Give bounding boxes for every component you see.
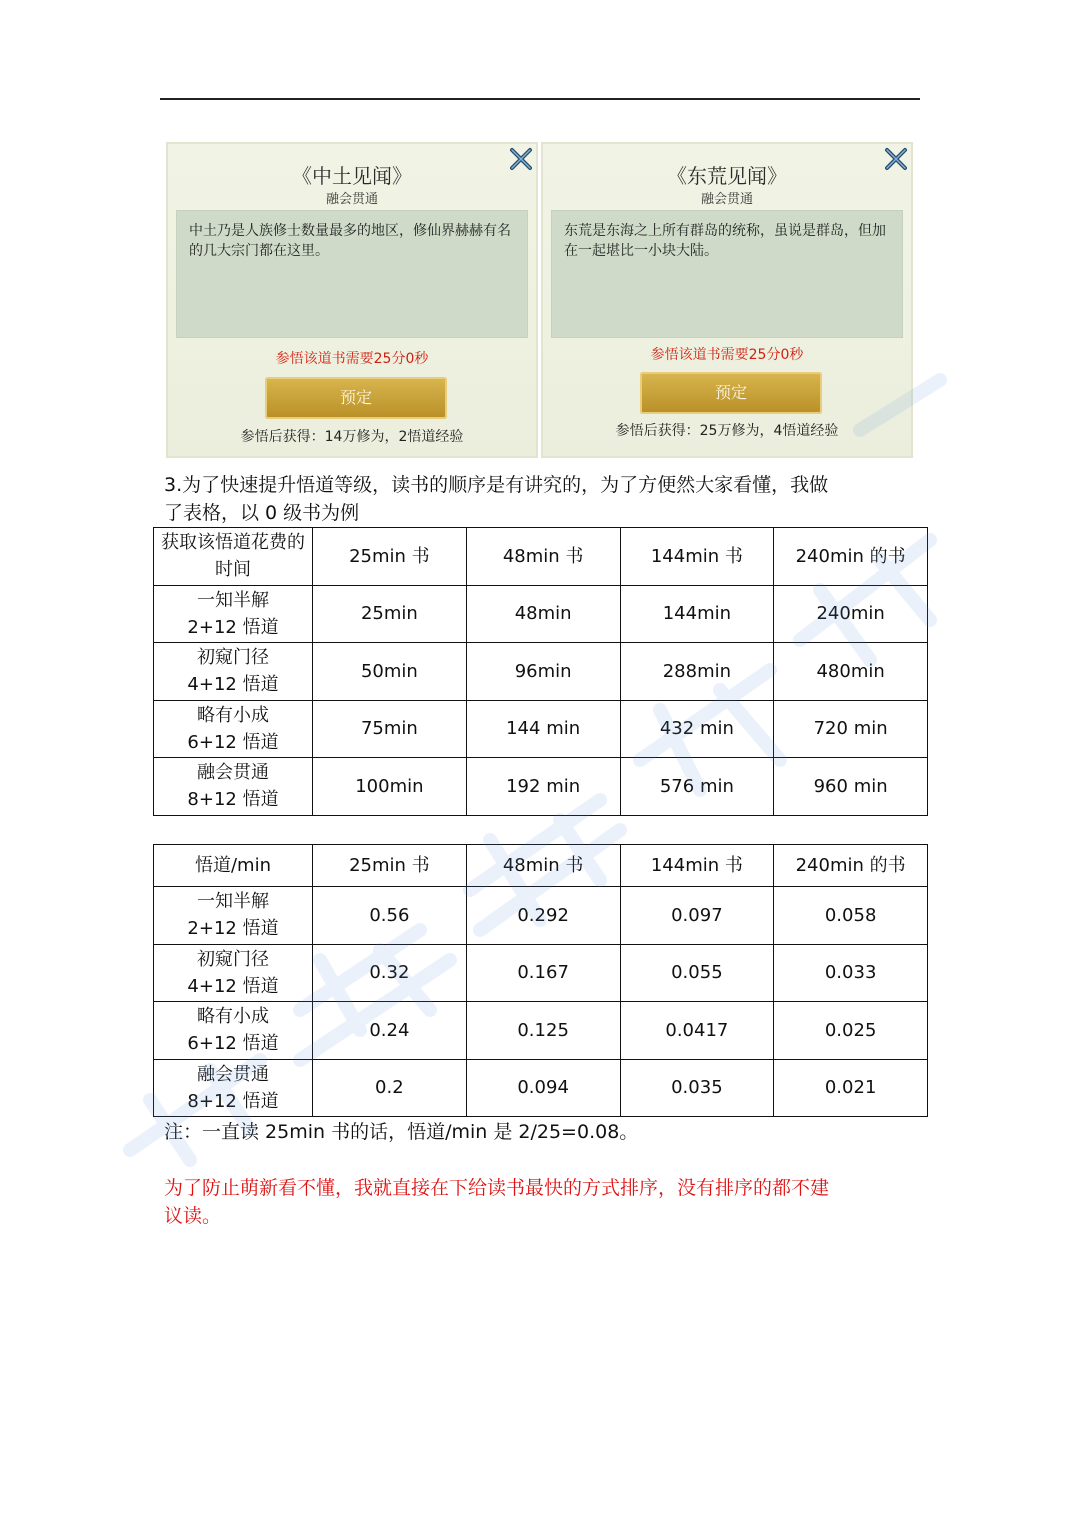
card-gain: 参悟后获得：14万修为，2悟道经验	[240, 429, 464, 445]
table-row	[154, 700, 928, 758]
table-cell: 50min	[313, 643, 467, 701]
note-text: 注：一直读 25min 书的话，悟道/min 是 2/25=0.08。	[164, 1121, 639, 1143]
header-cell: 48min 书	[466, 528, 620, 586]
row-label: 初窥门径 4+12 悟道	[154, 944, 313, 1002]
book-card-donghuang	[541, 142, 913, 458]
table-row	[154, 758, 928, 816]
table-cell: 240min	[774, 585, 928, 643]
warning-line-1: 为了防止萌新看不懂，我就直接在下给读书最快的方式排序，没有排序的都不建	[164, 1177, 830, 1199]
card-requirement: 参悟该道书需要25分0秒	[650, 347, 804, 363]
table-cell: 720 min	[774, 700, 928, 758]
table-cell: 0.125	[466, 1002, 620, 1060]
table-cell: 0.033	[774, 944, 928, 1002]
table-cell: 432 min	[620, 700, 774, 758]
table-header-row	[154, 528, 928, 586]
table-cell: 0.2	[313, 1059, 467, 1117]
intro-line-1: 3.为了快速提升悟道等级，读书的顺序是有讲究的，为了方便然大家看懂，我做	[164, 474, 829, 496]
table-cell: 288min	[620, 643, 774, 701]
table-row	[154, 585, 928, 643]
header-cell: 获取该悟道花费的时间	[154, 528, 313, 586]
table-cell: 0.292	[466, 887, 620, 945]
warning-line-2: 议读。	[164, 1205, 222, 1227]
table-cell: 0.055	[620, 944, 774, 1002]
header-cell: 144min 书	[620, 528, 774, 586]
table-cell: 0.0417	[620, 1002, 774, 1060]
card-requirement: 参悟该道书需要25分0秒	[275, 351, 429, 367]
table-cell: 576 min	[620, 758, 774, 816]
table-cell: 0.097	[620, 887, 774, 945]
table-cell: 0.167	[466, 944, 620, 1002]
table-cell: 96min	[466, 643, 620, 701]
rate-table	[153, 844, 928, 1117]
table-cell: 75min	[313, 700, 467, 758]
header-cell: 25min 书	[313, 845, 467, 887]
row-label: 融会贯通 8+12 悟道	[154, 1059, 313, 1117]
reserve-button[interactable]: 预定	[640, 372, 822, 414]
table-row	[154, 643, 928, 701]
header-cell: 144min 书	[620, 845, 774, 887]
table-cell: 0.058	[774, 887, 928, 945]
row-label: 初窥门径 4+12 悟道	[154, 643, 313, 701]
table-cell: 0.035	[620, 1059, 774, 1117]
time-table	[153, 527, 928, 816]
table-header-row	[154, 845, 928, 887]
header-cell: 240min 的书	[774, 845, 928, 887]
header-cell: 240min 的书	[774, 528, 928, 586]
table-row	[154, 944, 928, 1002]
table-cell: 0.32	[313, 944, 467, 1002]
card-title: 《东荒见闻》	[667, 164, 787, 188]
header-cell: 悟道/min	[154, 845, 313, 887]
intro-line-2: 了表格，以 0 级书为例	[164, 502, 360, 524]
card-subtitle: 融会贯通	[700, 192, 753, 207]
card-description: 东荒是东海之上所有群岛的统称，虽说是群岛，但加在一起堪比一小块大陆。	[551, 210, 903, 338]
table-cell: 25min	[313, 585, 467, 643]
table-row	[154, 887, 928, 945]
table-cell: 192 min	[466, 758, 620, 816]
book-card-zhongtu	[166, 142, 538, 458]
table-cell: 144min	[620, 585, 774, 643]
table-row	[154, 1059, 928, 1117]
table-cell: 960 min	[774, 758, 928, 816]
card-gain: 参悟后获得：25万修为，4悟道经验	[615, 423, 839, 439]
table-cell: 100min	[313, 758, 467, 816]
table-cell: 144 min	[466, 700, 620, 758]
table-cell: 48min	[466, 585, 620, 643]
table-cell: 0.094	[466, 1059, 620, 1117]
row-label: 略有小成 6+12 悟道	[154, 1002, 313, 1060]
card-description: 中土乃是人族修士数量最多的地区，修仙界赫赫有名的几大宗门都在这里。	[176, 210, 528, 338]
table-cell: 0.025	[774, 1002, 928, 1060]
table-cell: 480min	[774, 643, 928, 701]
table-cell: 0.24	[313, 1002, 467, 1060]
table-cell: 0.021	[774, 1059, 928, 1117]
header-cell: 48min 书	[466, 845, 620, 887]
reserve-button[interactable]: 预定	[265, 377, 447, 419]
card-title: 《中土见闻》	[292, 164, 412, 188]
table-row	[154, 1002, 928, 1060]
top-rule	[160, 98, 920, 100]
row-label: 一知半解 2+12 悟道	[154, 887, 313, 945]
row-label: 一知半解 2+12 悟道	[154, 585, 313, 643]
table-cell: 0.56	[313, 887, 467, 945]
row-label: 融会贯通 8+12 悟道	[154, 758, 313, 816]
row-label: 略有小成 6+12 悟道	[154, 700, 313, 758]
card-subtitle: 融会贯通	[325, 192, 378, 207]
header-cell: 25min 书	[313, 528, 467, 586]
